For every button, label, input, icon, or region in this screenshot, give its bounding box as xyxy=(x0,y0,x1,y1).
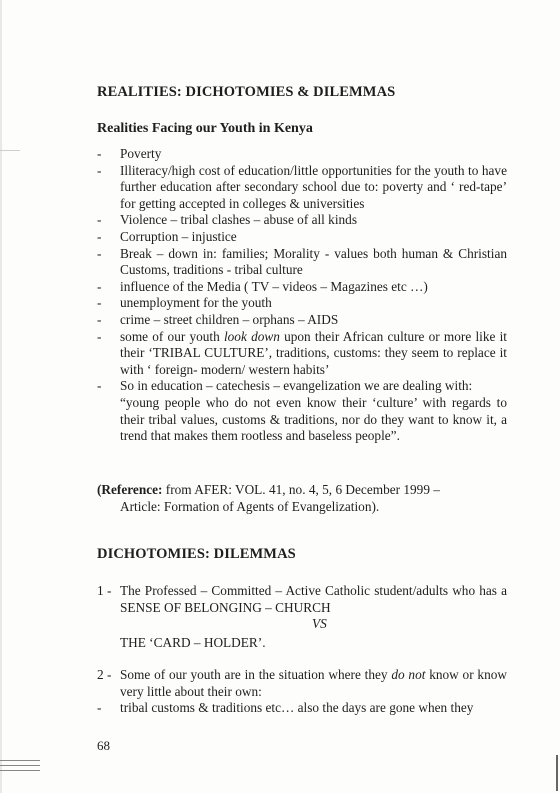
item-text: tribal customs & traditions etc… also the days are gone when they xyxy=(120,700,474,715)
bullet-dash: - xyxy=(97,212,102,228)
card-holder-text: THE ‘CARD – HOLDER’. xyxy=(120,634,266,650)
reference-label: (Reference: xyxy=(97,482,163,497)
list-item xyxy=(97,229,507,246)
crop-mark xyxy=(0,150,20,151)
item-text: Violence – tribal clashes – abuse of all kinds xyxy=(120,212,357,228)
bullet-dash: - xyxy=(97,295,102,311)
item-text: Break – down in: families; Morality - values both human & Christian Customs, traditions - tribal culture xyxy=(120,245,507,278)
reference-article: Article: Formation of Agents of Evangelization). xyxy=(120,498,380,514)
section-heading: REALITIES: DICHOTOMIES & DILEMMAS xyxy=(97,84,396,100)
list-item xyxy=(97,378,507,444)
section-heading-dichotomies: DICHOTOMIES: DILEMMAS xyxy=(97,546,296,562)
dichotomy-item-2 xyxy=(97,667,507,700)
item-text: influence of the Media ( TV – videos – Magazines etc …) xyxy=(120,278,428,294)
bullet-dash: - xyxy=(97,245,102,261)
item-text: Illiteracy/high cost of education/little opportunities for the youth to have further education after secondary school due to: poverty and ‘ red-tape’ for getting accepted in colleges & universities xyxy=(120,162,507,211)
bullet-dash: - xyxy=(97,311,102,327)
item-text: The Professed – Committed – Active Catholic student/adults who has a SENSE OF BELONGING – CHURCH xyxy=(120,583,507,615)
bullet-dash: - xyxy=(97,162,102,178)
reference-note xyxy=(97,482,507,515)
bullet-dash: - xyxy=(97,278,102,294)
crop-mark-right xyxy=(556,755,558,791)
item-text: some of our youth xyxy=(120,328,224,344)
list-item xyxy=(97,163,507,213)
quote-text: “young people who do not even know their ‘culture’ with regards to their tribal values, customs & traditions, nor do they want to know it, a trend that makes them rootless and baseless people”. xyxy=(120,394,507,444)
list-item xyxy=(97,295,507,312)
list-item xyxy=(97,329,507,379)
item-text: crime – street children – orphans – AIDS xyxy=(120,311,339,327)
list-item xyxy=(97,212,507,229)
realities-list xyxy=(97,146,507,445)
item-text: upon their African culture or more like it their ‘TRIBAL CULTURE’, traditions, customs: they seem to replace it with ‘ foreign- modern/ western habits’ xyxy=(120,328,507,377)
bullet-dash: - xyxy=(97,328,102,344)
list-item xyxy=(97,146,507,163)
list-item xyxy=(97,279,507,296)
dichotomy-item-1 xyxy=(97,583,507,651)
item-text: Poverty xyxy=(120,146,162,161)
dichotomy-subitem xyxy=(97,700,507,717)
crop-lines xyxy=(0,760,40,775)
bullet-dash: - xyxy=(97,228,102,244)
item-text: So in education – catechesis – evangelization we are dealing with: xyxy=(120,378,473,394)
bullet-dash: - xyxy=(97,146,102,161)
list-item xyxy=(97,312,507,329)
page-number: 68 xyxy=(97,738,110,753)
bullet-dash: - xyxy=(97,378,102,394)
item-text-part: Some of our youth are in the situation where they xyxy=(120,667,392,682)
section-subheading: Realities Facing our Youth in Kenya xyxy=(97,121,313,136)
bullet-dash: - xyxy=(97,700,102,715)
list-item xyxy=(97,246,507,279)
item-number: 2 - xyxy=(97,667,112,682)
item-text xyxy=(97,667,507,700)
emphasis-text: do not xyxy=(391,667,426,682)
reference-source: from AFER: VOL. 41, no. 4, 5, 6 December 1999 – xyxy=(162,482,440,497)
versus-label: VS xyxy=(312,616,327,632)
item-text: unemployment for the youth xyxy=(120,295,272,311)
item-text: Corruption – injustice xyxy=(120,228,237,244)
page-edge xyxy=(0,0,2,793)
emphasis-text: look down xyxy=(223,328,280,344)
item-number: 1 - xyxy=(97,583,112,598)
item-text-part: know or know very little about their own: xyxy=(120,667,507,699)
